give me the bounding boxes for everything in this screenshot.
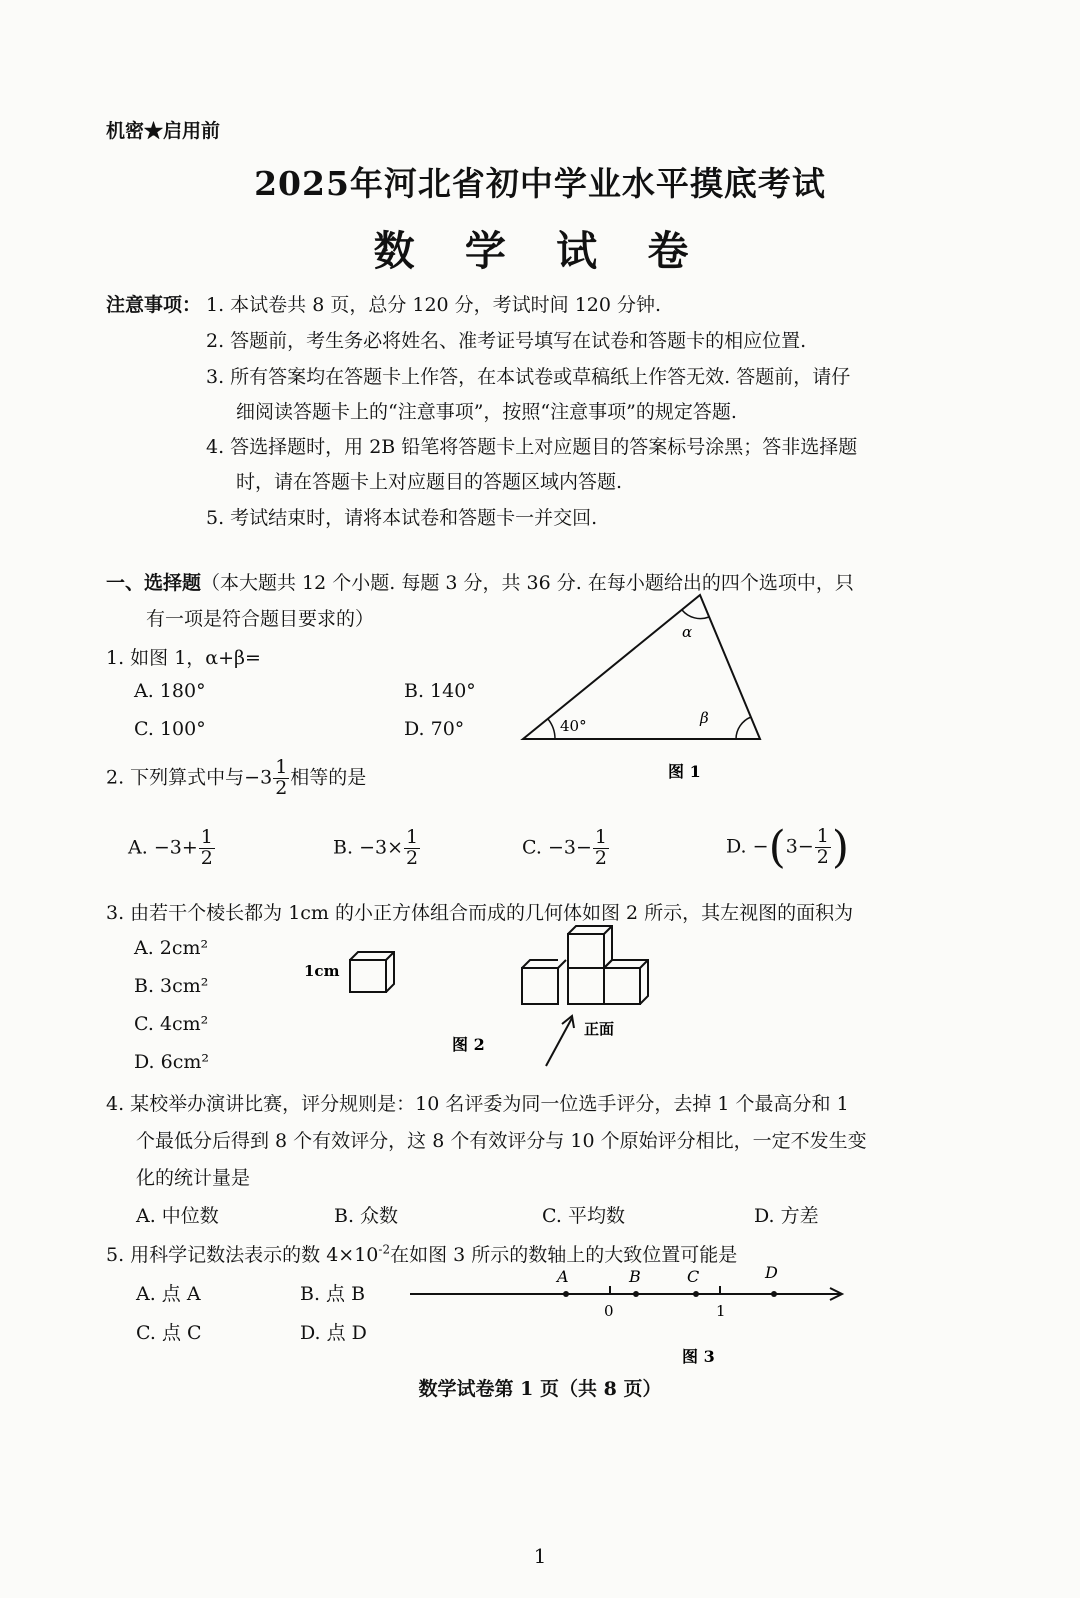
frac-den: 2 [816,846,829,868]
figure-3-number-line [406,1262,856,1372]
figure-2-caption: 图 2 [452,1035,485,1054]
q5-stem-exponent: -2 [378,1242,391,1257]
note-item-2: 2. 答题前，考生务必将姓名、准考证号填写在试卷和答题卡的相应位置. [206,330,807,352]
q5-option-a: A. 点 A [136,1283,201,1305]
note-item-4-cont: 时，请在答题卡上对应题目的答题区域内答题. [236,471,623,493]
page-footer-line: 数学试卷第 1 页（共 8 页） [418,1378,662,1400]
point-d [771,1291,777,1297]
frac-num: 1 [594,826,607,848]
subject-title: 数 学 试 卷 [373,227,707,275]
q1-option-d: D. 70° [404,718,465,740]
q2-stem-suffix: 相等的是 [290,766,367,789]
note-item-1: 1. 本试卷共 8 页，总分 120 分，考试时间 120 分钟. [206,294,662,316]
q5-stem-prefix: 5. 用科学记数法表示的数 4×10 [106,1244,379,1266]
front-arrow [546,1016,574,1066]
point-c [693,1291,699,1297]
q5-option-d: D. 点 D [300,1322,367,1344]
q2-a-label: A. [128,836,148,859]
notes-label: 注意事项： [106,294,202,316]
frac-den: 2 [200,846,213,869]
angle-arc-top [682,610,709,619]
cube-size-label: 1cm [304,962,340,980]
figure-1-triangle [510,585,780,795]
unit-cube [350,952,394,992]
frac-num: 1 [406,826,419,848]
q2-option-b [333,828,421,869]
exam-title: 2025年河北省初中学业水平摸底考试 [254,164,826,203]
note-item-5: 5. 考试结束时，请将本试卷和答题卡一并交回. [206,507,598,529]
q4-option-b: B. 众数 [334,1205,399,1227]
q2-b-fraction [404,828,420,869]
label-c: C [687,1267,700,1286]
label-a: A [557,1267,569,1286]
figure-3-caption: 图 3 [682,1347,715,1366]
left-paren: ( [768,822,786,873]
section1-desc-cont: 有一项是符合题目要求的） [146,608,375,630]
q2-stem-prefix: 2. 下列算式中与 [106,766,245,789]
q3-option-d: D. 6cm² [134,1051,209,1073]
secret-mark: 机密★启用前 [106,120,221,142]
point-b [633,1291,639,1297]
q5-option-c: C. 点 C [136,1322,202,1344]
label-beta: β [700,709,709,727]
section1-title: 一、选择题 [106,572,202,594]
q3-option-c: C. 4cm² [134,1013,209,1035]
note-item-3-cont: 细阅读答题卡上的“注意事项”，按照“注意事项”的规定答题. [236,401,737,423]
q2-option-a [128,828,216,869]
note-item-4: 4. 答选择题时，用 2B 铅笔将答题卡上对应题目的答案标号涂黑；答非选择题 [206,436,858,458]
q2-stem [106,758,366,799]
tick-label-0: 0 [604,1302,614,1320]
q1-option-c: C. 100° [134,718,206,740]
label-b: B [629,1267,641,1286]
label-40deg: 40° [560,717,587,735]
q2-option-c [522,828,610,869]
frac-num: 1 [200,826,213,848]
angle-arc-left [548,719,555,739]
q2-stem-fraction [273,758,289,799]
frac-num: 1 [275,756,288,778]
q4-stem-line-2: 个最低分后得到 8 个有效评分，这 8 个有效评分与 10 个原始评分相比，一定不发生变 [136,1130,867,1152]
q1-stem: 1. 如图 1，α+β= [106,647,261,669]
page-number: 1 [533,1544,547,1568]
q2-b-label: B. [333,836,354,859]
q2-b-expr: −3× [359,836,403,859]
q2-d-inner: 3− [785,835,814,858]
frac-den: 2 [275,776,288,799]
note-item-3: 3. 所有答案均在答题卡上作答，在本试卷或草稿纸上作答无效. 答题前，请仔 [206,366,851,388]
q1-option-a: A. 180° [134,680,206,702]
frac-den: 2 [406,846,419,869]
q4-option-d: D. 方差 [754,1205,819,1227]
q3-option-b: B. 3cm² [134,975,209,997]
q5-stem-suffix: 在如图 3 所示的数轴上的大致位置可能是 [390,1244,738,1266]
q2-stem-value: −3 [244,766,273,789]
q2-a-expr: −3+ [153,836,198,859]
q2-d-label: D. [726,835,747,858]
angle-arc-right [736,717,751,739]
q3-stem: 3. 由若干个棱长都为 1cm 的小正方体组合而成的几何体如图 2 所示，其左视图的面积为 [106,902,854,924]
tick-label-1: 1 [716,1302,726,1320]
q2-c-label: C. [522,836,542,859]
q1-option-b: B. 140° [404,680,476,702]
q4-option-a: A. 中位数 [136,1205,219,1227]
frac-den: 2 [594,846,607,869]
q4-option-c: C. 平均数 [542,1205,625,1227]
q2-option-d [726,822,849,873]
right-paren: ) [831,822,850,873]
q2-d-expr: − [752,835,769,858]
q2-d-fraction [815,827,831,868]
q5-option-b: B. 点 B [300,1283,366,1305]
label-alpha: α [682,623,693,641]
q2-c-fraction [593,828,609,869]
figure-1-caption: 图 1 [668,762,701,781]
section1-desc: （本大题共 12 个小题. 每题 3 分，共 36 分. 在每小题给出的四个选项中，只 [201,572,854,594]
triangle-shape [523,595,760,739]
composite-solid [522,926,648,1004]
q2-a-fraction [199,828,215,869]
frac-num: 1 [816,825,829,848]
q2-c-expr: −3− [547,836,592,859]
q4-stem-line-3: 化的统计量是 [136,1167,251,1189]
q3-option-a: A. 2cm² [134,937,209,959]
figure-2-cubes [296,924,676,1074]
front-label: 正面 [584,1020,615,1038]
point-a [563,1291,569,1297]
q4-stem-line-1: 4. 某校举办演讲比赛，评分规则是：10 名评委为同一位选手评分，去掉 1 个最高分和 1 [106,1093,849,1115]
label-d: D [765,1263,778,1282]
